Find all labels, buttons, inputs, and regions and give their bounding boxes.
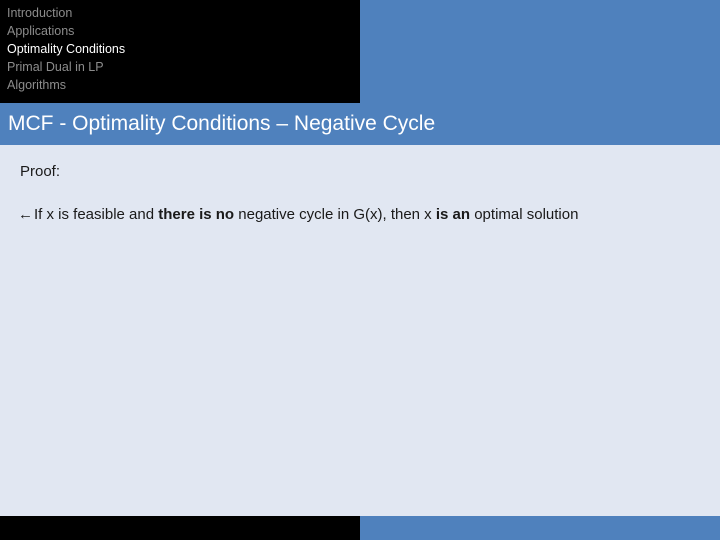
footer-right-bar (360, 516, 720, 540)
slide-content (0, 145, 720, 516)
nav-item-algorithms[interactable]: Algorithms (7, 78, 67, 92)
proof-statement (18, 206, 578, 224)
nav-item-optimality-conditions[interactable]: Optimality Conditions (7, 42, 126, 56)
proof-emphasis-there-is-no: there is no (158, 206, 235, 223)
nav-item-applications[interactable]: Applications (7, 24, 75, 38)
section-nav-panel (0, 0, 360, 103)
proof-emphasis-is-an: is an (435, 206, 471, 223)
proof-text-part-1: If x is feasible and (34, 206, 159, 223)
slide-title: MCF - Optimality Conditions – Negative Cycle (8, 112, 436, 135)
nav-item-introduction[interactable]: Introduction (7, 6, 73, 20)
nav-item-primal-dual-in-lp[interactable]: Primal Dual in LP (7, 60, 104, 74)
proof-text-part-5: optimal solution (470, 206, 579, 223)
proof-label: Proof: (20, 163, 61, 180)
header-accent-block (360, 0, 720, 103)
proof-text-part-3: negative cycle in G(x), then x (234, 206, 436, 223)
title-bar (0, 103, 720, 145)
left-arrow-icon: ← (18, 206, 33, 223)
section-nav-list (7, 4, 125, 94)
footer-left-bar (0, 516, 360, 540)
